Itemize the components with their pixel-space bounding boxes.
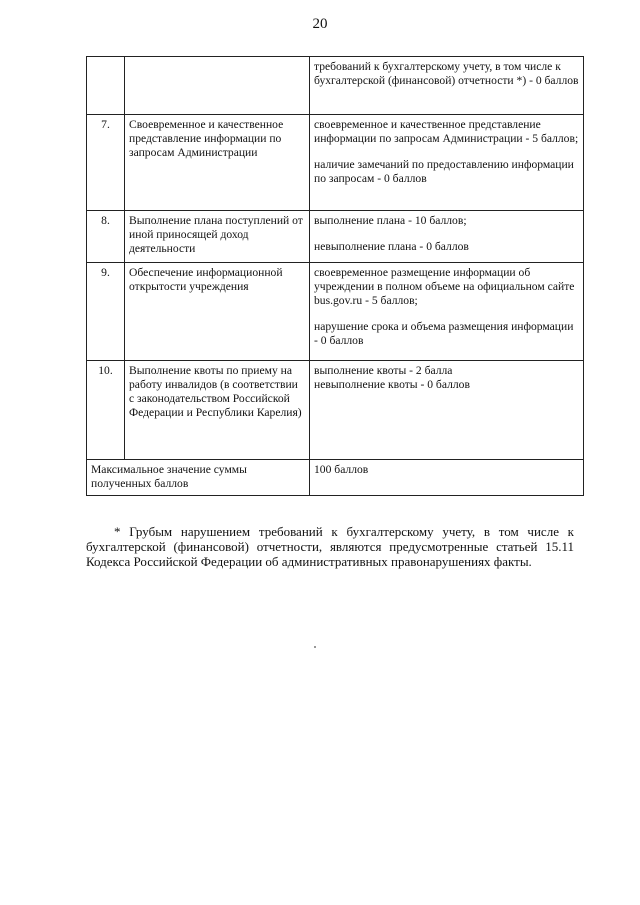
criterion-scores (310, 361, 584, 460)
table-row (87, 263, 584, 361)
score-line: требований к бухгалтерскому учету, в том числе к бухгалтерской (финансовой) отчетности *) - 0 баллов (314, 60, 579, 87)
criteria-table (86, 56, 584, 496)
criterion-name: Выполнение плана поступлений от иной приносящей доход деятельности (125, 211, 310, 263)
score-line: своевременное размещение информации об учреждении в полном объеме на официальном сайте bus.gov.ru - 5 баллов; (314, 266, 575, 307)
page-number: 20 (312, 16, 328, 32)
row-number (87, 57, 125, 115)
table-row (87, 211, 584, 263)
row-number: 9. (87, 263, 125, 361)
criterion-name: Обеспечение информационной открытости учреждения (125, 263, 310, 361)
criterion-name (125, 57, 310, 115)
row-number: 10. (87, 361, 125, 460)
score-line: выполнение плана - 10 баллов; (314, 214, 467, 227)
total-label: Максимальное значение суммы полученных баллов (87, 460, 310, 496)
score-line: невыполнение квоты - 0 баллов (314, 378, 470, 391)
table-row (87, 361, 584, 460)
footnote: * Грубым нарушением требований к бухгалтерскому учету, в том числе к бухгалтерской (финансовой) отчетности, являются предусмотренные статьей 15.11 Кодекса Российской Федерации об административных правонарушениях факты. (86, 524, 574, 569)
score-line: невыполнение плана - 0 баллов (314, 240, 469, 253)
criterion-scores (310, 57, 584, 115)
total-row (87, 460, 584, 496)
score-line: выполнение квоты - 2 балла (314, 364, 453, 377)
table-row (87, 115, 584, 211)
total-value: 100 баллов (310, 460, 584, 496)
criterion-scores (310, 263, 584, 361)
scan-speck (314, 646, 316, 648)
criterion-scores (310, 115, 584, 211)
criterion-name: Своевременное и качественное представление информации по запросам Администрации (125, 115, 310, 211)
table-row (87, 57, 584, 115)
score-line: наличие замечаний по предоставлению информации по запросам - 0 баллов (314, 158, 574, 185)
row-number: 8. (87, 211, 125, 263)
row-number: 7. (87, 115, 125, 211)
score-line: нарушение срока и объема размещения информации - 0 баллов (314, 320, 574, 347)
criterion-name: Выполнение квоты по приему на работу инвалидов (в соответствии с законодательством Российской Федерации и Республики Карелия) (125, 361, 310, 460)
criterion-scores (310, 211, 584, 263)
score-line: своевременное и качественное представление информации по запросам Администрации - 5 баллов; (314, 118, 579, 145)
